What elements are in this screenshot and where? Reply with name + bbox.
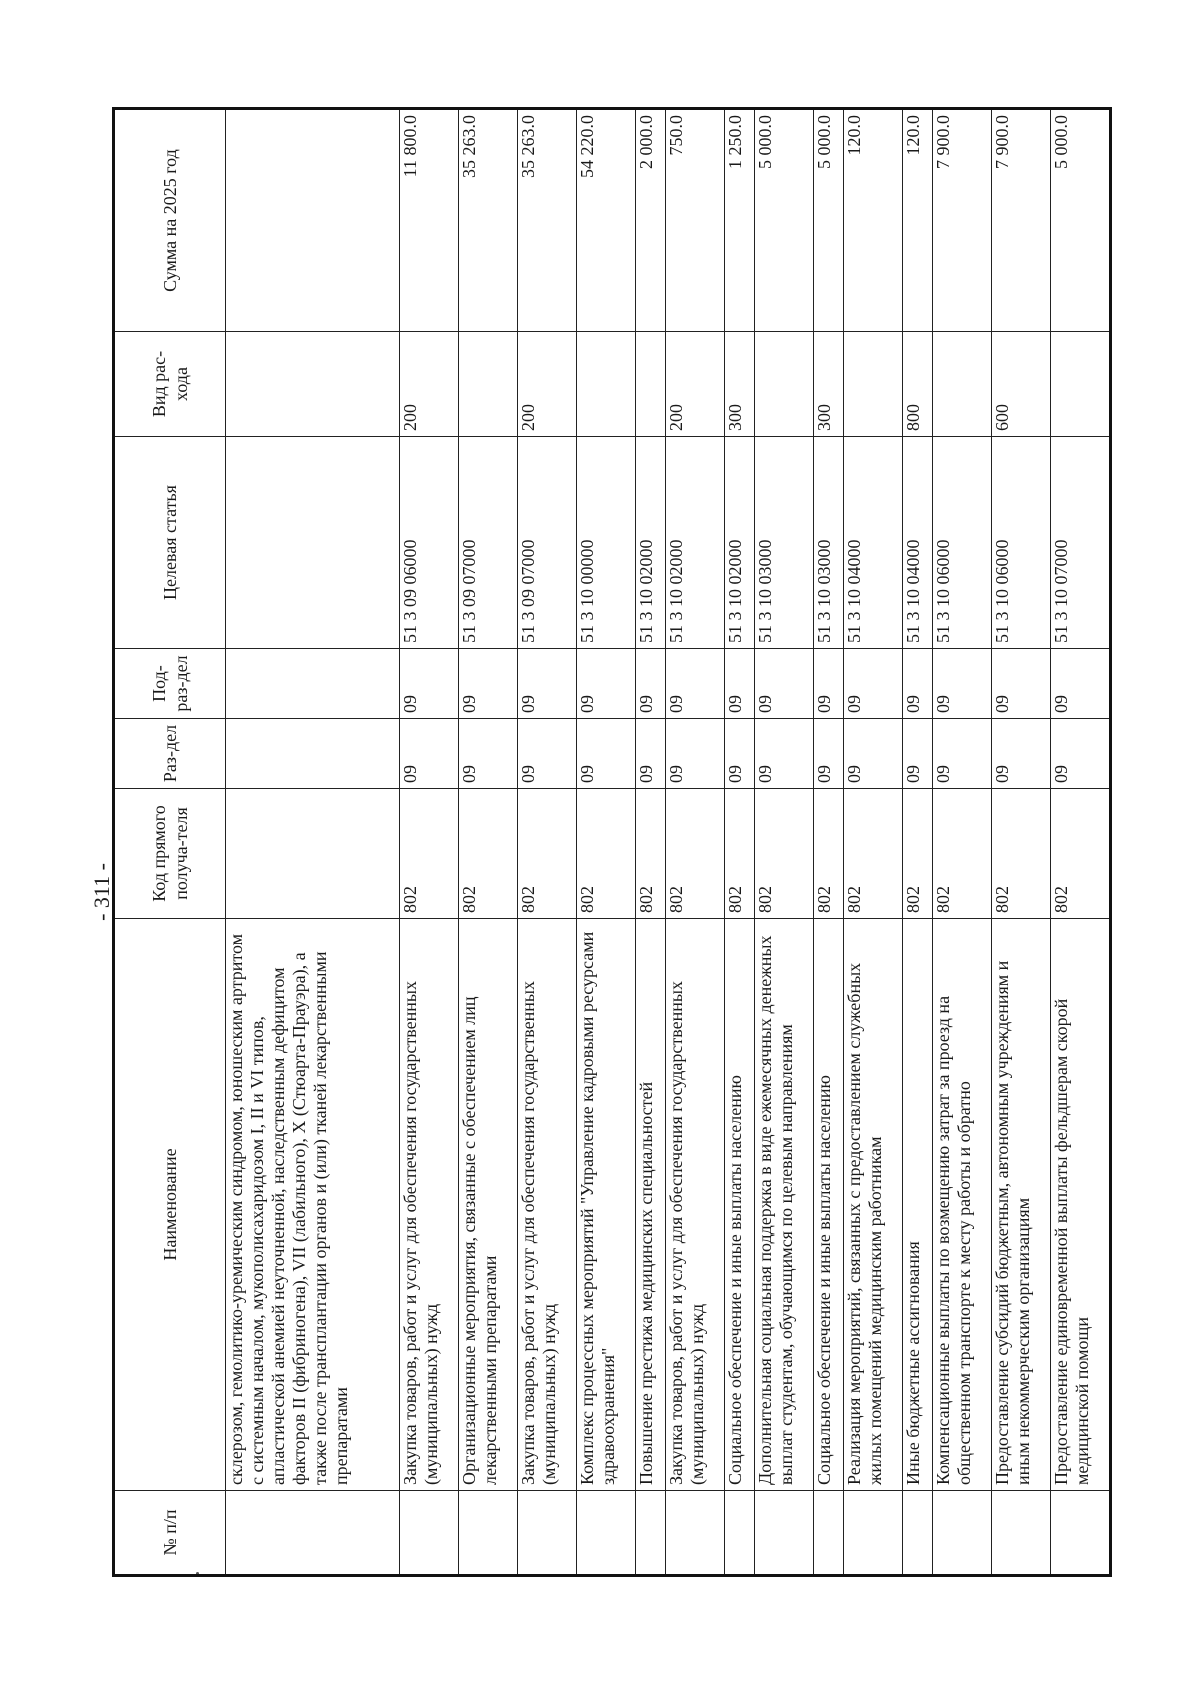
row-expense: [635, 332, 665, 437]
row-section: 09: [754, 719, 813, 789]
row-sum: 5 000.0: [754, 109, 813, 332]
row-expense: 300: [813, 332, 843, 437]
row-target: 51 3 10 06000: [991, 437, 1050, 649]
row-subsection: 09: [813, 649, 843, 719]
row-subsection: 09: [902, 649, 932, 719]
row-expense: [226, 332, 400, 437]
row-target: 51 3 10 03000: [813, 437, 843, 649]
row-subsection: [226, 649, 400, 719]
row-name: Предоставление субсидий бюджетным, автономным учреждениям и иным некоммерческим организациям: [991, 919, 1050, 1491]
header-sum: Сумма на 2025 год: [114, 109, 226, 332]
row-sum: 120.0: [843, 109, 902, 332]
row-name: Реализация мероприятий, связанных с предоставлением служебных жилых помещений медицинским работникам: [843, 919, 902, 1491]
row-name: Иные бюджетные ассигнования: [902, 919, 932, 1491]
budget-table: [112, 107, 1112, 1577]
row-name: Закупка товаров, работ и услуг для обеспечения государственных (муниципальных) нужд: [665, 919, 724, 1491]
row-section: [226, 719, 400, 789]
row-code: [226, 789, 400, 919]
row-num: [724, 1491, 754, 1576]
row-sum: 750.0: [665, 109, 724, 332]
row-subsection: 09: [1050, 649, 1110, 719]
row-code: 802: [932, 789, 991, 919]
row-target: 51 3 10 06000: [932, 437, 991, 649]
row-section: 09: [1050, 719, 1110, 789]
row-target: 51 3 10 07000: [1050, 437, 1110, 649]
row-section: 09: [399, 719, 458, 789]
table-row: [665, 109, 724, 1576]
row-subsection: 09: [517, 649, 576, 719]
row-num: [226, 1491, 400, 1576]
row-section: 09: [458, 719, 517, 789]
row-section: 09: [813, 719, 843, 789]
row-code: 802: [724, 789, 754, 919]
row-sum: 7 900.0: [991, 109, 1050, 332]
row-section: 09: [843, 719, 902, 789]
row-expense: [843, 332, 902, 437]
row-expense: 800: [902, 332, 932, 437]
header-code: Код прямого получа-теля: [114, 789, 226, 919]
row-name: Закупка товаров, работ и услуг для обеспечения государственных (муниципальных) нужд: [517, 919, 576, 1491]
row-expense: [754, 332, 813, 437]
row-sum: [226, 109, 400, 332]
row-target: 51 3 10 00000: [576, 437, 635, 649]
row-num: [813, 1491, 843, 1576]
row-subsection: 09: [399, 649, 458, 719]
header-num: № п/п: [114, 1491, 226, 1576]
row-sum: 120.0: [902, 109, 932, 332]
row-subsection: 09: [932, 649, 991, 719]
row-section: 09: [932, 719, 991, 789]
row-sum: 5 000.0: [1050, 109, 1110, 332]
row-code: 802: [458, 789, 517, 919]
row-name: Комплекс процессных мероприятий "Управление кадровыми ресурсами здравоохранения": [576, 919, 635, 1491]
row-expense: [576, 332, 635, 437]
table-row: [843, 109, 902, 1576]
row-num: [754, 1491, 813, 1576]
row-target: 51 3 10 02000: [635, 437, 665, 649]
row-code: 802: [517, 789, 576, 919]
row-expense: 300: [724, 332, 754, 437]
table-header-row: [114, 109, 226, 1576]
row-target: 51 3 09 07000: [458, 437, 517, 649]
row-section: 09: [517, 719, 576, 789]
row-subsection: 09: [576, 649, 635, 719]
row-expense: [458, 332, 517, 437]
row-name: Дополнительная социальная поддержка в виде ежемесячных денежных выплат студентам, обучающимся по целевым направлениям: [754, 919, 813, 1491]
row-code: 802: [754, 789, 813, 919]
table-row: [813, 109, 843, 1576]
row-expense: 200: [399, 332, 458, 437]
table-body: [226, 109, 1111, 1576]
row-subsection: 09: [991, 649, 1050, 719]
row-code: 802: [399, 789, 458, 919]
row-num: [1050, 1491, 1110, 1576]
header-expense: Вид рас-хода: [114, 332, 226, 437]
row-name: Компенсационные выплаты по возмещению затрат за проезд на общественном транспорте к месту работы и обратно: [932, 919, 991, 1491]
row-num: [399, 1491, 458, 1576]
table-row: [1050, 109, 1110, 1576]
row-target: 51 3 10 02000: [665, 437, 724, 649]
row-sum: 35 263.0: [458, 109, 517, 332]
page-number-text: - 311 -: [89, 863, 114, 921]
row-num: [902, 1491, 932, 1576]
row-name: Социальное обеспечение и иные выплаты населению: [724, 919, 754, 1491]
row-target: 51 3 09 06000: [399, 437, 458, 649]
row-subsection: 09: [458, 649, 517, 719]
row-subsection: 09: [635, 649, 665, 719]
table-row: [399, 109, 458, 1576]
row-subsection: 09: [843, 649, 902, 719]
table-row: [724, 109, 754, 1576]
row-num: [458, 1491, 517, 1576]
row-sum: 5 000.0: [813, 109, 843, 332]
row-name: Предоставление единовременной выплаты фельдшерам скорой медицинской помощи: [1050, 919, 1110, 1491]
row-sum: 54 220.0: [576, 109, 635, 332]
header-section: Раз-дел: [114, 719, 226, 789]
row-subsection: 09: [724, 649, 754, 719]
row-num: [991, 1491, 1050, 1576]
row-code: 802: [665, 789, 724, 919]
row-num: [517, 1491, 576, 1576]
row-code: 802: [635, 789, 665, 919]
row-num: [576, 1491, 635, 1576]
row-name: Закупка товаров, работ и услуг для обеспечения государственных (муниципальных) нужд: [399, 919, 458, 1491]
header-target: Целевая статья: [114, 437, 226, 649]
table-row: [635, 109, 665, 1576]
table-row: [458, 109, 517, 1576]
row-sum: 11 800.0: [399, 109, 458, 332]
row-section: 09: [576, 719, 635, 789]
row-sum: 7 900.0: [932, 109, 991, 332]
table-row: [991, 109, 1050, 1576]
row-target: 51 3 09 07000: [517, 437, 576, 649]
row-name: Повышение престижа медицинских специальностей: [635, 919, 665, 1491]
row-section: 09: [724, 719, 754, 789]
row-expense: 200: [517, 332, 576, 437]
table-row: [754, 109, 813, 1576]
row-section: 09: [902, 719, 932, 789]
row-code: 802: [576, 789, 635, 919]
row-sum: 2 000.0: [635, 109, 665, 332]
row-num: [665, 1491, 724, 1576]
row-sum: 35 263.0: [517, 109, 576, 332]
header-subsection: Под-раз-дел: [114, 649, 226, 719]
row-expense: 200: [665, 332, 724, 437]
row-code: 802: [1050, 789, 1110, 919]
row-target: 51 3 10 04000: [843, 437, 902, 649]
table-row: [517, 109, 576, 1576]
row-section: 09: [991, 719, 1050, 789]
row-num: [635, 1491, 665, 1576]
table-row: [902, 109, 932, 1576]
row-sum: 1 250.0: [724, 109, 754, 332]
row-code: 802: [843, 789, 902, 919]
row-subsection: 09: [665, 649, 724, 719]
row-expense: [1050, 332, 1110, 437]
row-target: [226, 437, 400, 649]
table-row: [226, 109, 400, 1576]
row-name: Социальное обеспечение и иные выплаты населению: [813, 919, 843, 1491]
budget-table-rotated: [112, 110, 1112, 1577]
row-expense: [932, 332, 991, 437]
table-row: [576, 109, 635, 1576]
header-name: Наименование: [114, 919, 226, 1491]
row-code: 802: [991, 789, 1050, 919]
row-target: 51 3 10 04000: [902, 437, 932, 649]
row-name: Организационные мероприятия, связанные с обеспечением лиц лекарственными препаратами: [458, 919, 517, 1491]
row-section: 09: [635, 719, 665, 789]
row-code: 802: [813, 789, 843, 919]
table-row: [932, 109, 991, 1576]
row-num: [932, 1491, 991, 1576]
row-subsection: 09: [754, 649, 813, 719]
row-expense: 600: [991, 332, 1050, 437]
row-name: склерозом, гемолитико-уремическим синдромом, юношеским артритом с системным началом, мукополисахаридозом I, II и VI типов, апластической анемией неуточненной, наследственным дефицитом факторов II (фибриногена), VII (лабильного), X (Стюарта-Прауэра), а также после трансплантации органов и (или) тканей лекарственными препаратами: [226, 919, 400, 1491]
row-target: 51 3 10 03000: [754, 437, 813, 649]
row-target: 51 3 10 02000: [724, 437, 754, 649]
row-code: 802: [902, 789, 932, 919]
row-num: [843, 1491, 902, 1576]
row-section: 09: [665, 719, 724, 789]
